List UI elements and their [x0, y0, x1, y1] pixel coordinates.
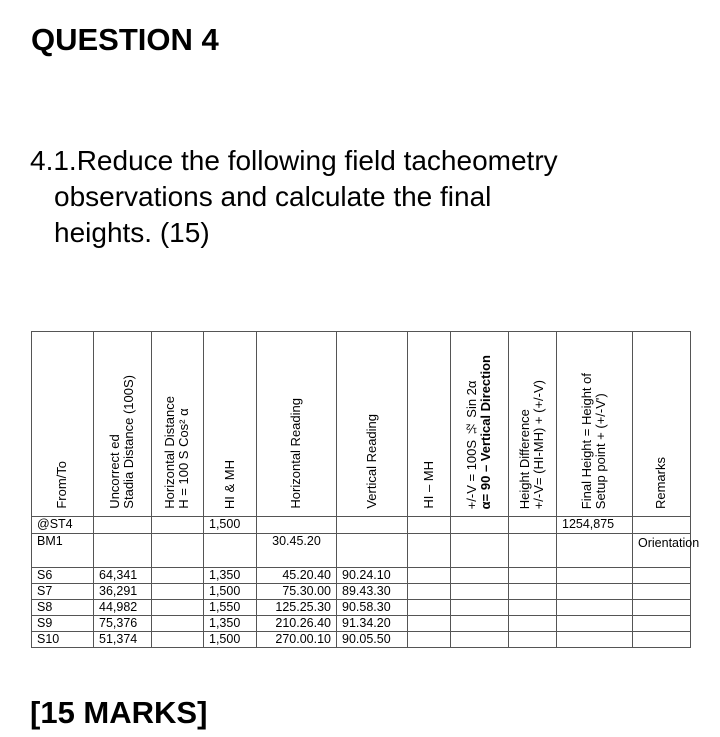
header-horizontal-distance: Horizontal Distance H = 100 S Cos² α	[152, 332, 204, 517]
instruction-line-1: 4.1.Reduce the following field tacheometry	[30, 145, 558, 176]
cell-horizontal-reading: 30.45.20	[257, 534, 337, 568]
cell-hi-mh: 1,500	[204, 517, 257, 534]
header-from-to: From/To	[32, 332, 94, 517]
header-hi-minus-mh: HI – MH	[408, 332, 451, 517]
header-horizontal-reading: Horizontal Reading	[257, 332, 337, 517]
instruction-line-2: observations and calculate the final	[54, 181, 492, 212]
station-row	[32, 517, 691, 534]
tacheometry-table	[31, 331, 700, 648]
cell-from-to: BM1	[32, 534, 94, 568]
header-final-height: Final Height = Height of Setup point + (+/-V')	[557, 332, 633, 517]
header-height-difference: Height Difference +/-V= (HI-MH) + (+/-V)	[509, 332, 557, 517]
marks-label: [15 MARKS]	[30, 695, 208, 730]
header-vertical-component: +/-V = 100S ½ Sin 2α α= 90 – Vertical Direction	[451, 332, 509, 517]
table-row: S8 44,982 1,550 125.25.30 90.58.30	[32, 600, 691, 616]
cell-from-to: @ST4	[32, 517, 94, 534]
table-row: S7 36,291 1,500 75.30.00 89.43.30	[32, 584, 691, 600]
header-vertical-reading: Vertical Reading	[337, 332, 408, 517]
header-row	[32, 332, 691, 517]
cell-final-height: 1254,875	[557, 517, 633, 534]
table-row: S10 51,374 1,500 270.00.10 90.05.50	[32, 632, 691, 648]
instruction-line-3: heights. (15)	[54, 217, 210, 248]
question-instruction	[30, 143, 670, 251]
cell-remarks: Orientation	[633, 534, 691, 568]
header-hi-mh: HI & MH	[204, 332, 257, 517]
bm-row	[32, 534, 691, 568]
header-stadia-distance: Uncorrect ed Stadia Distance (100S)	[94, 332, 152, 517]
header-remarks: Remarks	[633, 332, 691, 517]
table-row: S6 64,341 1,350 45.20.40 90.24.10	[32, 568, 691, 584]
table-row: S9 75,376 1,350 210.26.40 91.34.20	[32, 616, 691, 632]
question-title: QUESTION 4	[31, 22, 219, 57]
